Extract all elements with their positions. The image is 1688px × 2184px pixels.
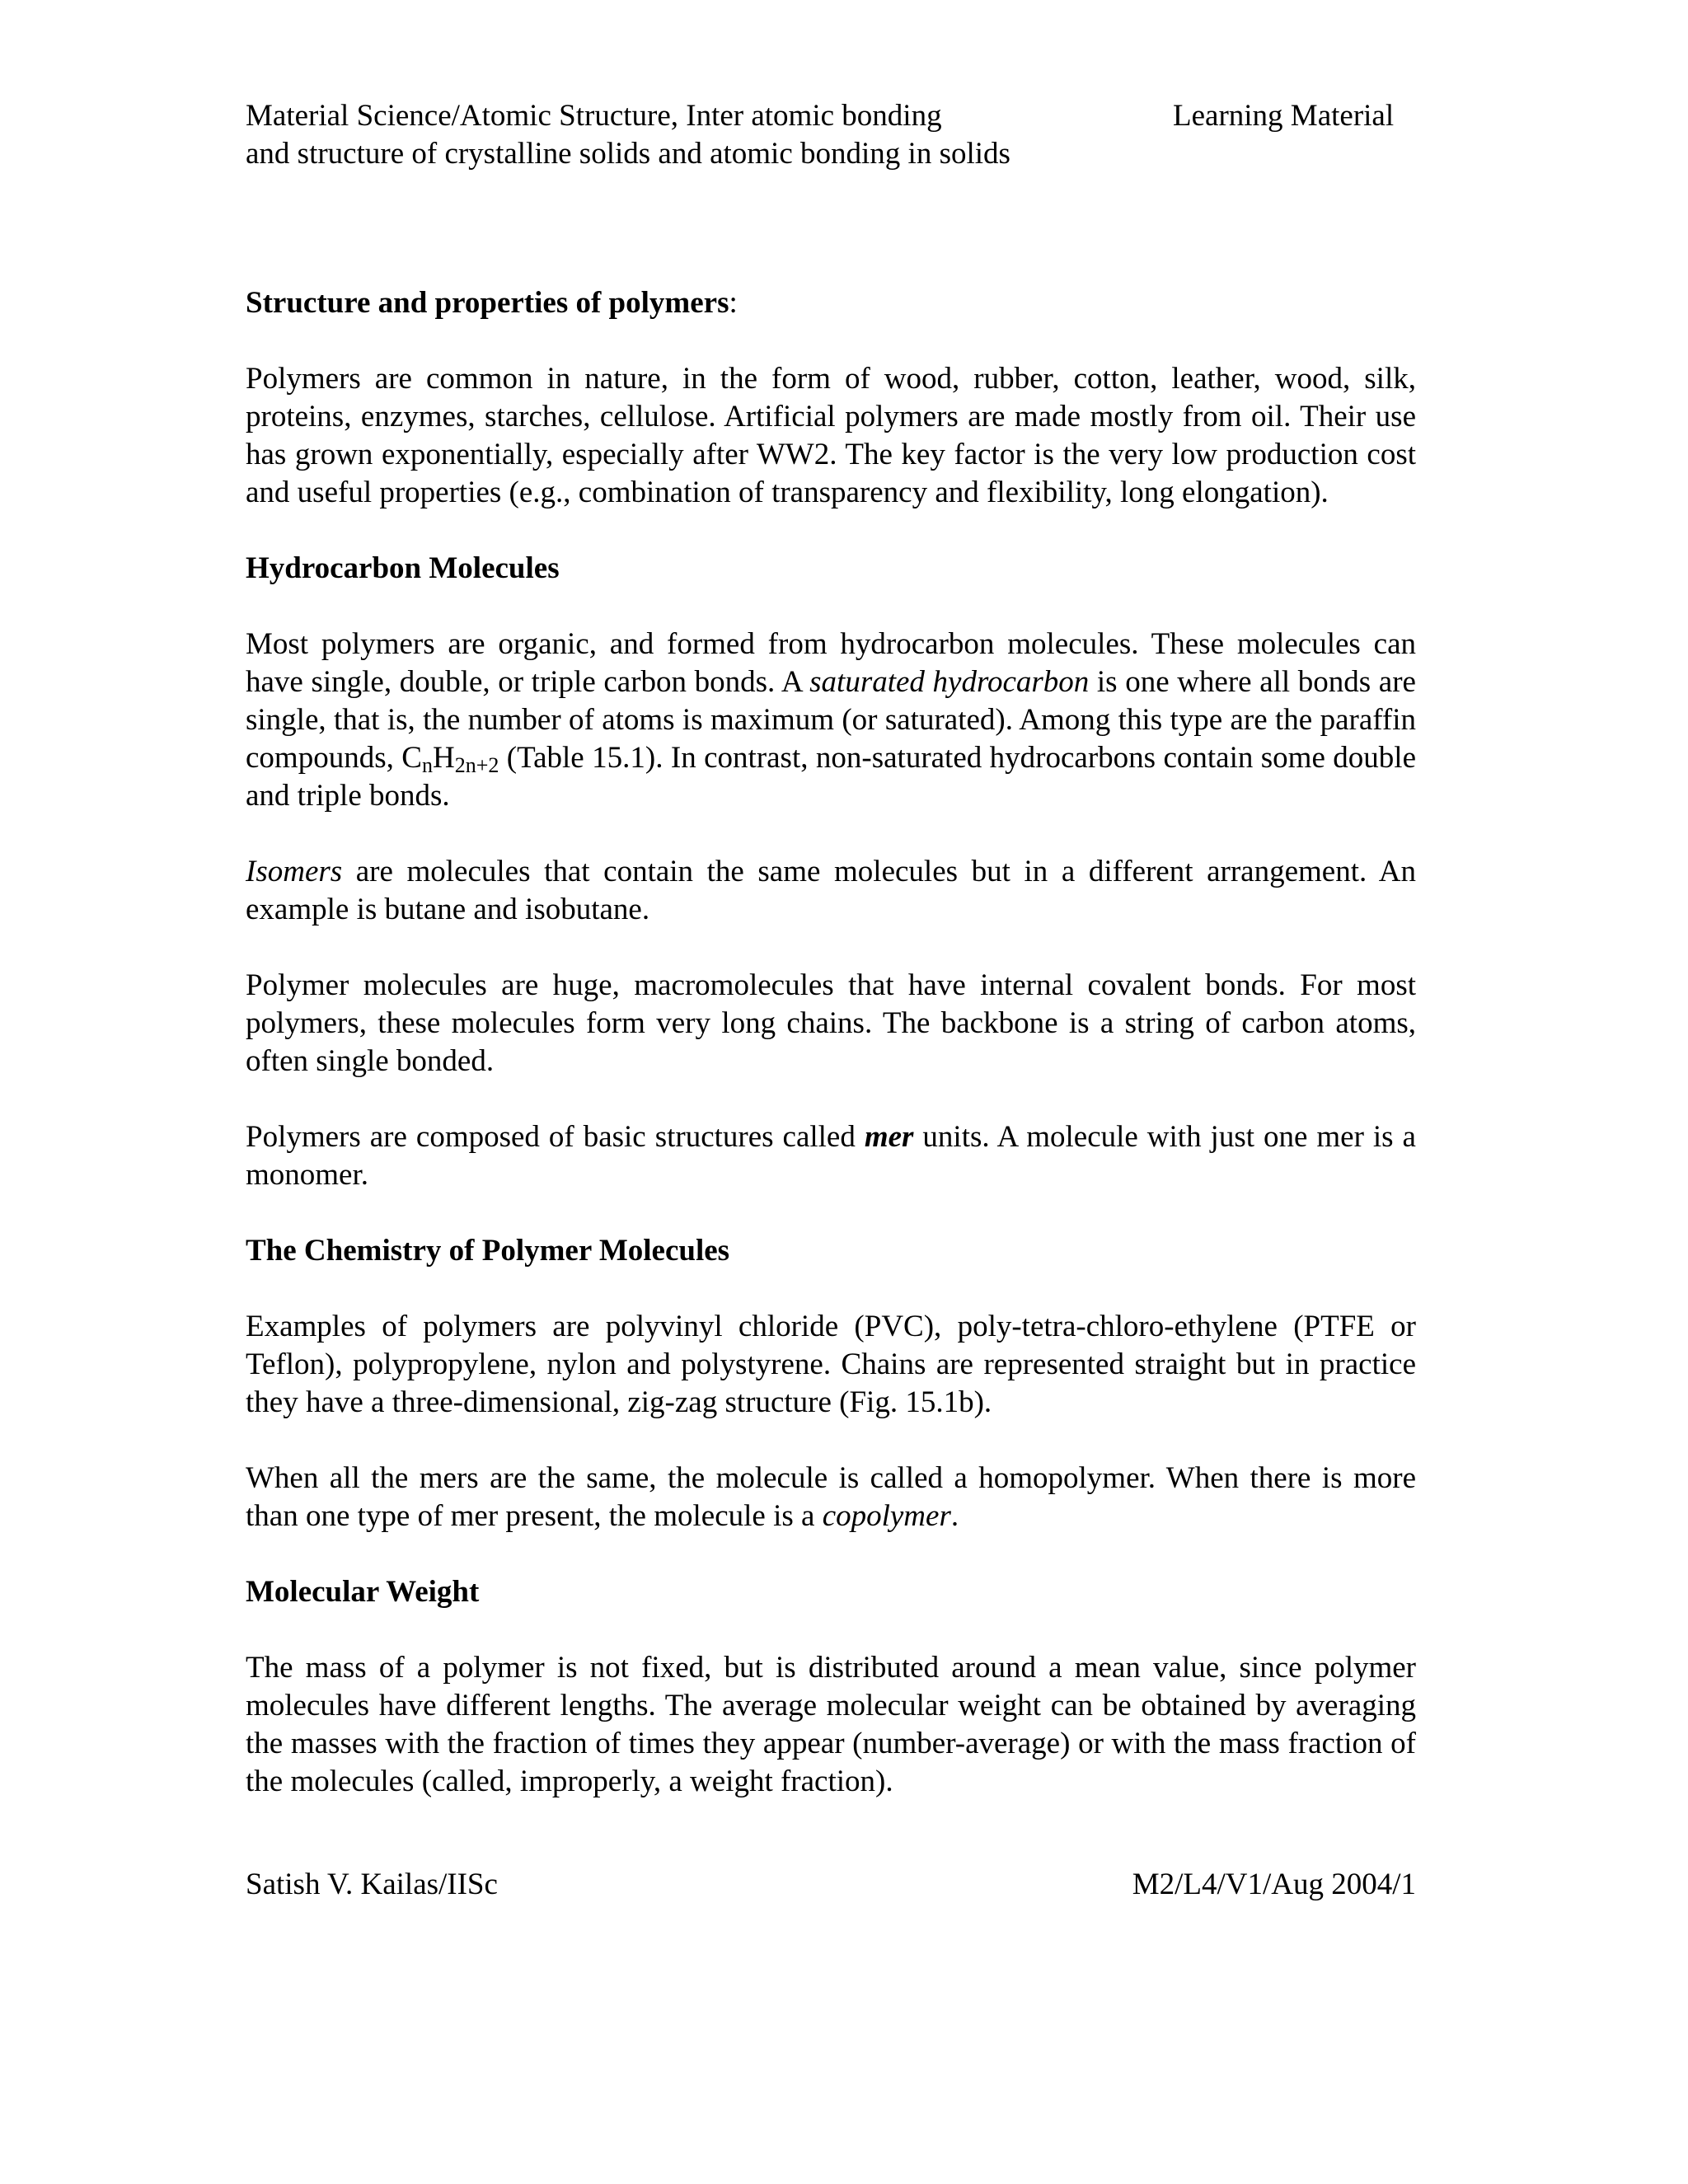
footer-page-code: M2/L4/V1/Aug 2004/1 [1132, 1868, 1416, 1901]
header-label: Learning Material [1173, 99, 1395, 133]
italic-term: saturated hydrocarbon [809, 665, 1090, 699]
paragraph-hydrocarbon [246, 626, 1416, 815]
text-run: Polymers are composed of basic structures called [246, 1120, 865, 1154]
paragraph-polymers-intro: Polymers are common in nature, in the form of wood, rubber, cotton, leather, wood, silk, proteins, enzymes, starches, cellulose. Artificial polymers are made mostly from oil. Their use has grown exponentially, especially after WW2. The key factor is the very low production cost and useful properties (e.g., combination of transparency and flexibility, long elongation). [246, 362, 1416, 509]
subscript: 2n+2 [454, 753, 499, 777]
text-run: units. A molecule with just one mer is a monomer. [246, 1120, 1416, 1192]
text-run: (Table 15.1). In contrast, non-saturated hydrocarbons contain some double and triple bonds. [246, 741, 1417, 813]
text-run: When all the mers are the same, the molecule is called a homopolymer. When there is more than one type of mer present, the molecule is a [246, 1461, 1416, 1533]
text-run: H [432, 741, 455, 775]
paragraph-polymer-examples: Examples of polymers are polyvinyl chloride (PVC), poly-tetra-chloro-ethylene (PTFE or Teflon), polypropylene, nylon and polystyrene. Chains are represented straight but in practice they have a three-dimensional, zig-zag structure (Fig. 15.1b). [246, 1310, 1416, 1419]
header-title [246, 97, 1193, 173]
paragraph-macromolecules: Polymer molecules are huge, macromolecules that have internal covalent bonds. For most polymers, these molecules form very long chains. The backbone is a string of carbon atoms, often single bonded. [246, 968, 1416, 1078]
paragraph-isomers [246, 853, 1416, 929]
header-title-line-1: Material Science/Atomic Structure, Inter atomic bonding [246, 99, 942, 133]
text-run: are molecules that contain the same molecules but in a different arrangement. An example is butane and isobutane. [246, 855, 1416, 926]
document-body [246, 284, 1416, 1839]
text-run: is one where all bonds are single, that is, the number of atoms is maximum (or saturated). Among this type are the paraffin compounds, C [246, 665, 1416, 775]
text-run: . [950, 1499, 959, 1533]
italic-term: copolymer [822, 1499, 951, 1533]
section-heading-molecular-weight: Molecular Weight [246, 1575, 480, 1609]
bold-italic-term: mer [864, 1120, 914, 1154]
section-heading-hydrocarbon: Hydrocarbon Molecules [246, 551, 560, 585]
header-title-line-2: and structure of crystalline solids and atomic bonding in solids [246, 137, 1010, 171]
section-heading-colon: : [729, 286, 738, 320]
paragraph-molecular-weight: The mass of a polymer is not fixed, but is distributed around a mean value, since polymer molecules have different lengths. The average molecular weight can be obtained by averaging the masses with the fraction of times they appear (number-average) or with the mass fraction of the molecules (called, improperly, a weight fraction). [246, 1651, 1416, 1798]
section-heading-structure [246, 284, 1416, 322]
section-heading-chemistry: The Chemistry of Polymer Molecules [246, 1234, 730, 1268]
section-heading-text: Structure and properties of polymers [246, 286, 729, 320]
paragraph-mer-units [246, 1118, 1416, 1194]
paragraph-homopolymer [246, 1460, 1416, 1535]
text-run: Most polymers are organic, and formed from hydrocarbon molecules. These molecules can have single, double, or triple carbon bonds. A [246, 627, 1416, 699]
subscript: n [421, 753, 433, 777]
footer-author: Satish V. Kailas/IISc [246, 1868, 498, 1901]
italic-term: Isomers [246, 855, 343, 888]
